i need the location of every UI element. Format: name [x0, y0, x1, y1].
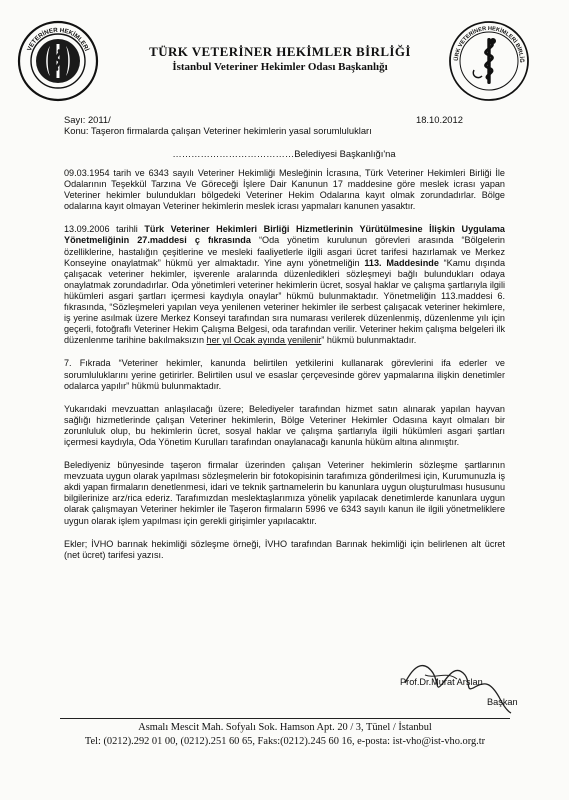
letter-date: 18.10.2012: [416, 114, 463, 125]
org-name: TÜRK VETERİNER HEKİMLER BİRLİĞİ: [149, 44, 411, 59]
footer-divider: [60, 718, 510, 719]
paragraph-6: Ekler; İVHO barınak hekimliği sözleşme örneği, İVHO tarafından Barınak hekimliği için belirlenen alt ücret (net ücret) tarifesi yazısı.: [64, 538, 505, 560]
underlined-phrase: her yıl Ocak ayında yenilenir: [206, 335, 322, 346]
tvhb-logo: [448, 20, 530, 102]
paragraph-1: 09.03.1954 tarih ve 6343 sayılı Veteriner Hekimliği Mesleğinin İcrasına, Türk Veteriner Hekimleri Birliği İle Odalarının Teşekkül Tarzına Ve Göreceği İşlere Dair Kanunun 17 maddesine göre meslek icrası yapan Veteriner hekimler bulundukları bölgedeki Veteriner Hekim Odalarına kayıt olmak zorundadırlar. Bölge odalarına kayıt olmayan Veteriner hekimlerin meslek icrası yapmaları kanunen yasaktır.: [64, 168, 505, 212]
paragraph-5: Belediyeniz bünyesinde taşeron firmalar üzerinden çalışan Veteriner hekimlerin sözleşme şartlarının mevzuata uygun olarak yapılması sözleşmelerin bir fotokopisinin tarafımıza gönderilmesi için, Kurumunuzla iş akdi yapan firmaların denetlenmesi, idari ve teknik şartnamelerin bu kanunlara uygun oluşturulması hususunu bilgilerinize arz/rica ederiz. Tarafımızdan meslektaşlarımıza yönelik yapılacak denetimlerde kanunlara uygun olarak çalışmayan Veteriner hekimler ile Taşeron firmaların 5996 ve 6343 sayılı kanun ile ilgili yönetmeliklere uygun olarak işlem yapılması için gerekli girişimler yapılacaktır.: [64, 460, 505, 526]
letter-subject: Konu: Taşeron firmalarda çalışan Veteriner hekimlerin yasal sorumlulukları: [64, 125, 372, 136]
paragraph-2-part: “Kamu dışında çalışacak veteriner hekimler, işverenle aralarında düzenledikleri sözleşmeyi bağlı bulundukları odaya onaylatmak zorundadırlar. Oda yönetimleri veteriner hekimlerin ücret, sosyal haklar ve çalışma şartlarıyla ilgili hükümleri asgari şartları içermesi kaydıyla onaylar” hükmü bulunmaktadır. Yönetmeliğin 113.maddesi 6. fıkrasında, “Sözleşmeleri yapılan veya yenilenen veteriner hekimler ile serbest çalışacak veteriner hekimlere, iş yerine asılmak üzere Merkez Konseyi tarafından sıra numarası verilerek düzenlenmiş, düzenlenme yılı için geçerli, fotoğraflı Veteriner Hekim Çalışma Belgesi, oda tarafından verilir. Veteriner hekim çalışma belgeleri ilk düzenlenme tarihine bakılmaksızın: [64, 257, 506, 346]
paragraph-3: 7. Fıkrada “Veteriner hekimler, kanunda belirtilen yetkilerini kullanarak görevlerini ifa ederler ve sorumluluklarını yerine getirirler. Belirtilen usul ve esaslar çerçevesinde görev yapmalarına ilişkin denetimler odalarca yapılır” hükmü bulunmaktadır.: [64, 358, 505, 391]
paragraph-2-part: 13.09.2006 tarihli: [64, 224, 145, 235]
footer-contact: Tel: (0212).292 01 00, (0212).251 60 65, Faks:(0212).245 60 16, e-posta: ist-vho@ist-vho.org.tr: [84, 736, 486, 747]
signatory-title: Başkan: [487, 697, 518, 707]
org-subtitle: İstanbul Veteriner Hekimler Odası Başkanlığı: [172, 61, 388, 73]
paragraph-2-part: ” hükmü bulunmaktadır.: [321, 335, 417, 346]
letter-body: [64, 168, 505, 573]
paragraph-2: [64, 224, 505, 346]
svg-text:TÜRK VETERİNER HEKİMLERİ BİRLİ: [448, 20, 526, 63]
paragraph-2-part: “Oda yönetim kurulunun görevleri arasında “Bölgelerin özelliklerine, hastalığın çeşitlerine ve mesleki faaliyetlerle ilgili asgari ücret tarifesi hazırlamak ve Merkez Konseyine onaylatmak” hükmü yer almaktadır. Yine aynı yönetmeliğin: [64, 235, 505, 268]
addressee: …………………………………Belediyesi Başkanlığı'na: [172, 148, 396, 159]
article-reference: 113. Maddesinde: [364, 257, 439, 268]
left-logo-caption: VETERİNER HEKİMLERİ: [25, 26, 91, 53]
ist-vho-logo: [17, 20, 99, 102]
reference-number: Sayı: 2011/: [64, 114, 111, 125]
signatory-name: Prof.Dr.Murat Arslan: [400, 677, 483, 687]
footer-address: Asmalı Mescit Mah. Sofyalı Sok. Hamson Apt. 20 / 3, Tünel / İstanbul: [138, 722, 432, 733]
regulation-reference: Türk Veteriner Hekimleri Birliği Hizmetlerinin Yürütülmesine İlişkin Uygulama Yönetmeliğinin 27.maddesi ç fıkrasında: [64, 224, 505, 246]
right-logo-caption: ÜRK VETERİNER HEKİMLERİ BİRLİĞ: [453, 25, 525, 63]
paragraph-4: Yukarıdaki mevzuattan anlaşılacağı üzere; Belediyeler tarafından hizmet satın alınarak yapılan hayvan sağlığı hizmetlerinde çalışan Veteriner hekimlerin, Bölge Veteriner Hekimler Odasına kayıt olmaları bir zorunluluk olup, bu hekimlerin ücret, sosyal haklar ve çalışma şartlarıyla ilgili hükümleri asgari şartları içermesi kaydıyla, Oda Yönetim Kurulları tarafından onaylanacağı kanunla hüküm altına alınmıştır.: [64, 403, 505, 447]
